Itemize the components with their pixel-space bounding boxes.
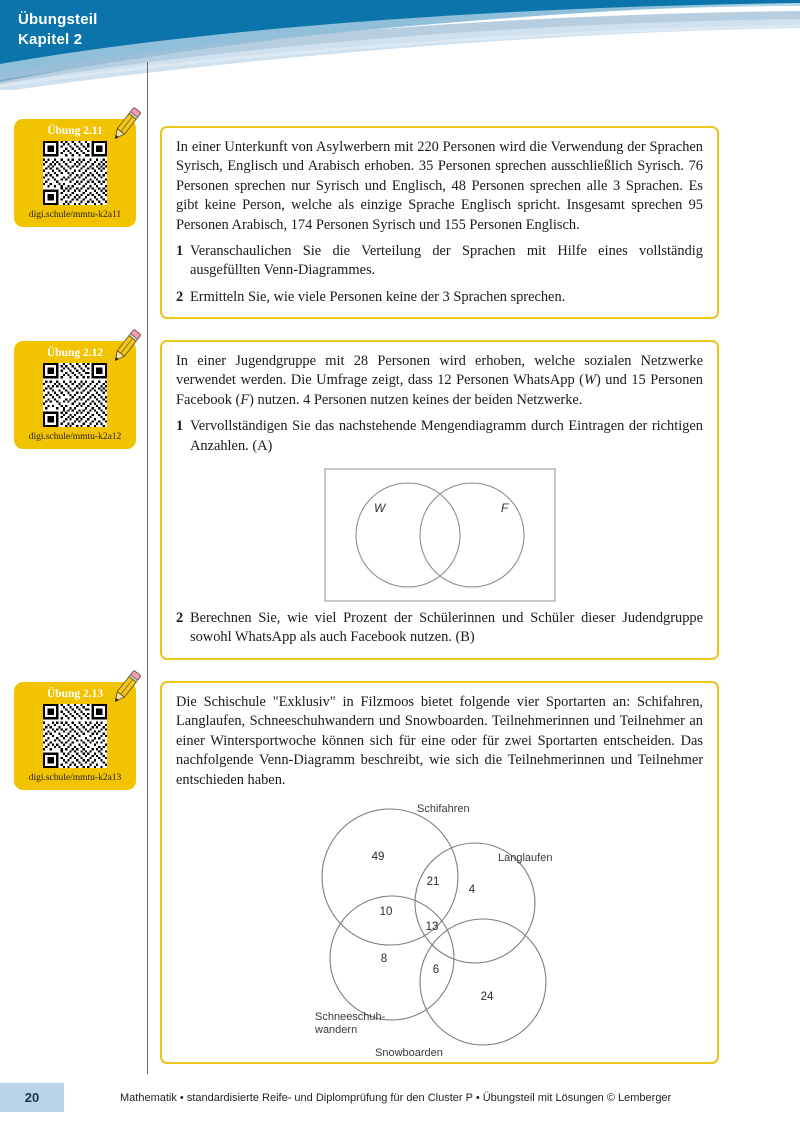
page-title-line2: Kapitel 2 [18, 31, 83, 48]
venn-value-8: 8 [380, 953, 387, 966]
subtask-text: Berechnen Sie, wie viel Prozent der Schülerinnen und Schüler dieser Judendgruppe sowohl WhatsApp als auch Facebook nutzen. (B) [190, 610, 703, 646]
exercise-badge-2-11[interactable] [14, 119, 136, 227]
body-part-1: In einer Jugendgruppe mit 28 Personen wird erhoben, welche sozialen Netzwerke verwendet werden. Die Umfrage zeigt, dass 12 Personen WhatsApp ( [176, 353, 703, 389]
venn-value-6: 6 [432, 964, 439, 977]
set-variable-w: W [583, 372, 596, 389]
venn-value-13: 13 [425, 921, 438, 934]
venn-label-schifahren: Schifahren [416, 803, 470, 816]
subtask-number: 1 [176, 243, 184, 260]
venn-label-snowboarden: Snowboarden [374, 1047, 443, 1060]
venn-value-21: 21 [426, 876, 439, 889]
venn-label-schneeschuhwandern-line2: wandern [314, 1024, 357, 1037]
venn-diagram-two-set[interactable] [324, 468, 556, 602]
exercise-box-2-13 [160, 681, 719, 1064]
venn-diagram-four-set[interactable] [309, 798, 571, 1066]
exercise-subtask [176, 288, 703, 307]
venn-value-24: 24 [480, 991, 493, 1004]
set-variable-f: F [240, 391, 250, 408]
circle-snowboarden [420, 919, 546, 1045]
badge-url[interactable]: digi.schule/mmtu-k2a12 [28, 432, 122, 442]
venn-value-4: 4 [468, 884, 475, 897]
exercise-badge-2-12[interactable] [14, 341, 136, 449]
page-number-badge: 20 [0, 1083, 64, 1112]
exercise-body-text: In einer Unterkunft von Asylwerbern mit 220 Personen wird die Verwendung der Sprachen Syrisch, Englisch und Arabisch erhoben. 35 Personen sprechen ausschließlich Syrisch. 76 Personen sprechen nur Syrisch und Englisch, 48 Personen sprechen alle 3 Sprachen. Es gibt keine Person, welche als einzige Sprache Englisch spricht. Insgesamt sprechen 95 Personen Arabisch, 174 Personen Syrisch und 155 Personen Englisch. [176, 139, 703, 233]
badge-url[interactable]: digi.schule/mmtu-k2a13 [28, 773, 122, 783]
venn-label-langlaufen: Langlaufen [497, 852, 552, 865]
venn-label-schneeschuhwandern-line1: Schneeschuh- [314, 1011, 385, 1024]
qr-code-icon[interactable] [43, 704, 107, 768]
subtask-number: 2 [176, 610, 184, 627]
header-wave-graphic [0, 0, 800, 90]
exercise-box-2-12 [160, 340, 719, 660]
qr-code-icon[interactable] [43, 141, 107, 205]
footer-credit: Mathematik • standardisierte Reife- und Diplomprüfung für den Cluster P • Übungsteil mit Lösungen © Lemberger [120, 1091, 672, 1104]
qr-code-icon[interactable] [43, 363, 107, 427]
badge-url[interactable]: digi.schule/mmtu-k2a11 [28, 210, 122, 220]
badge-title: Übung 2.11 [47, 125, 103, 137]
vertical-divider [147, 62, 148, 1074]
exercise-subtask [176, 242, 703, 281]
subtask-text: Ermitteln Sie, wie viele Personen keine der 3 Sprachen sprechen. [190, 288, 566, 305]
subtask-text: Veranschaulichen Sie die Verteilung der Sprachen mit Hilfe eines vollständig ausgefüllten Venn-Diagrammes. [190, 243, 703, 279]
exercise-subtask [176, 417, 703, 456]
exercise-subtask [176, 609, 703, 648]
body-part-3: ) nutzen. 4 Personen nutzen keines der beiden Netzwerke. [249, 391, 583, 408]
venn-label-w: W [373, 501, 385, 516]
badge-title: Übung 2.13 [46, 688, 104, 700]
venn-value-10: 10 [379, 906, 392, 919]
venn-four-set-figure [176, 798, 703, 1066]
subtask-number: 1 [176, 418, 184, 435]
exercise-box-2-11 [160, 126, 719, 319]
venn-label-f: F [500, 501, 508, 516]
page-title-line1: Übungsteil [18, 11, 98, 28]
exercise-body-text: Die Schischule "Exklusiv" in Filzmoos bietet folgende vier Sportarten an: Schifahren, Langlaufen, Schneeschuhwandern und Snowboarden. Teilnehmerinnen und Teilnehmer an einer Wintersportwoche können sich für eine oder für zwei Sportarten entscheiden. Das nachfolgende Venn-Diagramm beschreibt, wie sich die Teilnehmerinnen und Teilnehmer entschieden haben. [176, 694, 703, 788]
venn-value-49: 49 [371, 851, 384, 864]
exercise-badge-2-13[interactable] [14, 682, 136, 790]
exercise-body-text [176, 352, 703, 410]
body-part-2: ) und 15 Personen Facebook ( [176, 372, 704, 408]
subtask-text: Vervollständigen Sie das nachstehende Mengendiagramm durch Eintragen der richtigen Anzahlen. (A) [190, 418, 703, 454]
venn-empty-two-set-figure [176, 468, 703, 602]
page-header [0, 0, 800, 90]
subtask-number: 2 [176, 288, 184, 305]
page-title [18, 10, 98, 50]
badge-title: Übung 2.12 [46, 347, 104, 359]
